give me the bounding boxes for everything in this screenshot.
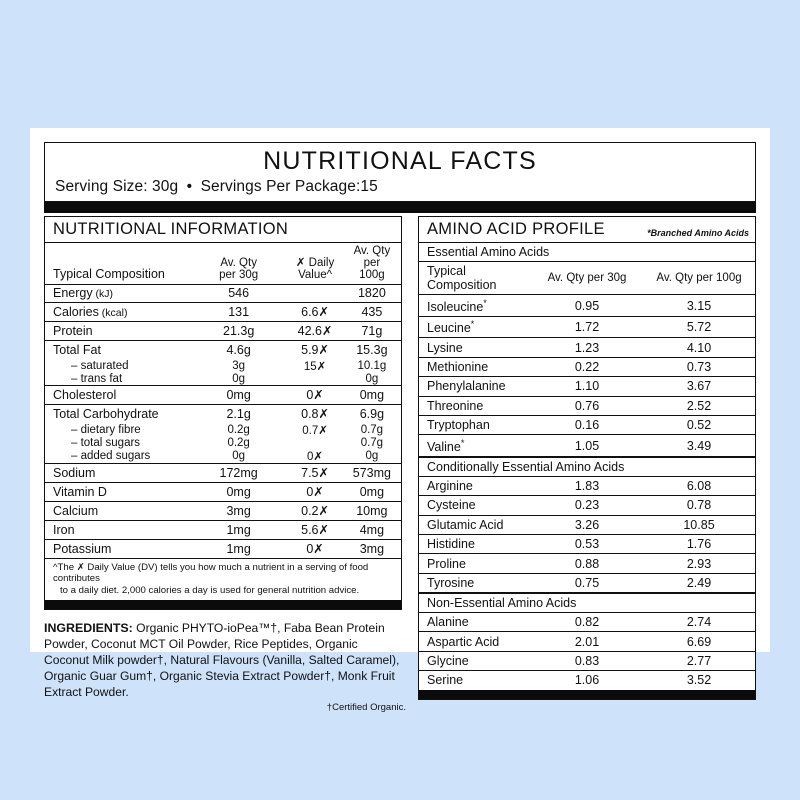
nutrient-daily-value [277, 373, 352, 386]
nutrient-name: Calcium [45, 501, 200, 520]
table-row [419, 415, 755, 434]
amino-qty-per-100g: 0.78 [643, 496, 755, 515]
nutrient-qty-per-30g: 21.3g [200, 321, 277, 340]
col-header-dv [277, 243, 352, 284]
col-header-qty100-line1: Av. Qty [353, 244, 391, 257]
amino-acid-name: Threonine [419, 396, 531, 415]
amino-qty-per-30g: 0.83 [531, 651, 643, 670]
amino-qty-per-100g: 2.49 [643, 573, 755, 593]
table-row [419, 613, 755, 632]
col-header-qty30-line2: per 30g [219, 269, 259, 282]
amino-acid-name: Serine [419, 671, 531, 690]
serving-size-label: Serving Size: [55, 178, 148, 195]
nutrition-panel [44, 216, 406, 715]
amino-qty-per-100g: 3.49 [643, 435, 755, 457]
nutrient-name: Sodium [45, 463, 200, 482]
amino-qty-per-100g: 6.69 [643, 632, 755, 651]
amino-qty-per-30g: 0.53 [531, 534, 643, 553]
nutrition-heading: NUTRITIONAL INFORMATION [45, 217, 401, 243]
nutrient-qty-per-30g: 0g [232, 372, 246, 385]
amino-qty-per-100g: 2.52 [643, 396, 755, 415]
footnote-line-2: to a daily diet. 2,000 calories a day is used for general nutrition advice. [60, 584, 360, 596]
amino-qty-per-30g: 0.16 [531, 415, 643, 434]
table-row [45, 340, 401, 359]
amino-qty-per-30g: 0.75 [531, 573, 643, 593]
nutrient-qty-per-100g: 6.9g [353, 404, 401, 423]
nutrient-qty-per-30g: 0.2g [227, 436, 250, 449]
amino-acid-name: Lysine [419, 338, 531, 357]
table-row [419, 632, 755, 651]
amino-acid-name: Leucine* [419, 316, 531, 338]
table-row [419, 651, 755, 670]
amino-qty-per-100g: 3.67 [643, 377, 755, 396]
ingredients-block [44, 620, 406, 714]
nutrition-panel-box [44, 216, 402, 610]
nutrient-qty-per-30g: 0g [232, 449, 246, 462]
table-row [419, 396, 755, 415]
table-row [45, 302, 401, 321]
page-title: NUTRITIONAL FACTS [263, 147, 537, 175]
col-header-amino-qty100: Av. Qty per 100g [643, 262, 755, 295]
nutrient-name: Calories (kcal) [45, 302, 200, 321]
nutrition-table [45, 243, 401, 558]
amino-qty-per-30g: 0.95 [531, 295, 643, 317]
amino-acid-name: Alanine [419, 613, 531, 632]
label-header [44, 142, 756, 202]
amino-group-label: Essential Amino Acids [427, 245, 550, 259]
amino-table-header-row [419, 262, 755, 295]
nutrient-name: – added sugars [71, 449, 151, 462]
nutrition-label-card [30, 128, 770, 713]
nutrient-daily-value: 0✗ [277, 482, 352, 501]
amino-qty-per-100g: 10.85 [643, 515, 755, 534]
table-row [45, 449, 401, 464]
amino-acid-name: Valine* [419, 435, 531, 457]
panels-row [44, 216, 756, 715]
amino-qty-per-100g: 0.73 [643, 357, 755, 376]
table-row [419, 377, 755, 396]
col-header-amino-qty30: Av. Qty per 30g [531, 262, 643, 295]
amino-acid-name: Histidine [419, 534, 531, 553]
amino-qty-per-100g: 1.76 [643, 534, 755, 553]
col-header-name: Typical Composition [53, 267, 165, 282]
nutrient-qty-per-30g: 172mg [200, 463, 277, 482]
table-row [45, 385, 401, 404]
amino-qty-per-100g: 0.52 [643, 415, 755, 434]
nutrient-qty-per-30g: 0mg [200, 482, 277, 501]
label-content [44, 142, 756, 713]
table-header-row [45, 243, 401, 284]
table-row [419, 338, 755, 357]
amino-acid-name: Tyrosine [419, 573, 531, 593]
nutrient-qty-per-100g: 71g [353, 321, 401, 340]
amino-qty-per-30g: 0.22 [531, 357, 643, 376]
nutrient-qty-per-100g: 435 [353, 302, 401, 321]
amino-qty-per-100g: 4.10 [643, 338, 755, 357]
nutrient-name: Energy (kJ) [45, 284, 200, 302]
col-header-qty30 [200, 243, 277, 284]
nutrient-daily-value: 42.6✗ [277, 321, 352, 340]
col-header-dv-line1: ✗ Daily [295, 256, 335, 269]
ingredients-label: INGREDIENTS: [44, 621, 133, 636]
bcaa-footnote: *Branched Amino Acids [647, 228, 749, 238]
nutrient-daily-value: 0✗ [277, 539, 352, 558]
amino-group-header-row [419, 593, 755, 613]
amino-heading: AMINO ACID PROFILE [427, 220, 605, 238]
panel-spacer [402, 216, 418, 715]
table-row [419, 316, 755, 338]
amino-acid-name: Aspartic Acid [419, 632, 531, 651]
bcaa-star-icon: * [483, 297, 487, 308]
amino-qty-per-100g: 6.08 [643, 476, 755, 495]
amino-heading-row [419, 217, 755, 243]
table-row [419, 435, 755, 457]
amino-acid-name: Tryptophan [419, 415, 531, 434]
nutrient-qty-per-100g: 0.7g [360, 436, 384, 449]
amino-acid-name: Glycine [419, 651, 531, 670]
ingredients-text: Organic PHYTO-ioPea™†, Faba Bean Protein Powder, Coconut MCT Oil Powder, Rice Peptides, Organic Coconut Milk powder†, Natural Flavours (Vanilla, Salted Caramel), Organic Guar Gum†, Organic Stevia Extract Powder†, Monk Fruit Extract Powder. [44, 621, 400, 700]
nutrient-name: Cholesterol [45, 385, 200, 404]
nutrient-name: Potassium [45, 539, 200, 558]
amino-acid-name: Methionine [419, 357, 531, 376]
amino-group-label: Non-Essential Amino Acids [419, 593, 755, 613]
amino-qty-per-30g: 0.23 [531, 496, 643, 515]
table-row [419, 476, 755, 495]
amino-qty-per-100g: 2.77 [643, 651, 755, 670]
nutrient-name: Total Carbohydrate [45, 404, 200, 423]
amino-acid-name: Isoleucine* [419, 295, 531, 317]
nutrient-qty-per-100g: 3mg [353, 539, 401, 558]
amino-acid-panel [418, 216, 756, 715]
table-row [419, 295, 755, 317]
nutrient-daily-value: 0.8✗ [277, 404, 352, 423]
amino-qty-per-30g: 0.82 [531, 613, 643, 632]
amino-qty-per-30g: 1.05 [531, 435, 643, 457]
table-row [419, 496, 755, 515]
nutrient-qty-per-100g: 573mg [353, 463, 401, 482]
table-row [45, 373, 401, 386]
amino-qty-per-100g: 2.74 [643, 613, 755, 632]
amino-qty-per-100g: 3.15 [643, 295, 755, 317]
certified-organic-note: †Certified Organic. [326, 701, 406, 713]
nutrient-name: Total Fat [45, 340, 200, 359]
nutrient-daily-value: 5.9✗ [277, 340, 352, 359]
nutrient-qty-per-30g: 0mg [200, 385, 277, 404]
amino-panel-bottom-bar [419, 690, 755, 699]
nutrient-name: – dietary fibre [71, 423, 141, 436]
amino-acid-name: Phenylalanine [419, 377, 531, 396]
nutrient-daily-value [277, 437, 352, 449]
nutrient-qty-per-100g: 0mg [353, 385, 401, 404]
amino-qty-per-30g: 1.06 [531, 671, 643, 690]
table-row [45, 539, 401, 558]
table-row [419, 671, 755, 690]
nutrient-qty-per-30g: 0.2g [227, 423, 250, 436]
table-row [419, 515, 755, 534]
amino-qty-per-30g: 3.26 [531, 515, 643, 534]
serving-info [55, 178, 745, 196]
table-row [419, 554, 755, 573]
nutrient-qty-per-100g: 10.1g [357, 359, 387, 372]
amino-qty-per-30g: 1.10 [531, 377, 643, 396]
nutrient-qty-per-30g: 4.6g [200, 340, 277, 359]
amino-acid-table [419, 243, 755, 690]
amino-group-header-row [419, 243, 755, 262]
table-row [45, 463, 401, 482]
nutrient-qty-per-30g: 2.1g [200, 404, 277, 423]
col-header-amino-name: Typical Composition [419, 262, 531, 295]
servings-per-package-label: Servings Per Package: [200, 178, 361, 195]
nutrient-qty-per-30g: 1mg [200, 520, 277, 539]
amino-group-header-row [419, 457, 755, 477]
nutrient-daily-value: 7.5✗ [277, 463, 352, 482]
nutrient-daily-value: 0✗ [307, 450, 324, 463]
col-header-qty100 [353, 243, 401, 284]
amino-qty-per-100g: 3.52 [643, 671, 755, 690]
amino-acid-name: Glutamic Acid [419, 515, 531, 534]
daily-value-footnote [45, 558, 401, 601]
amino-qty-per-100g: 2.93 [643, 554, 755, 573]
nutrient-name: – total sugars [71, 436, 141, 449]
nutrient-qty-per-30g: 1mg [200, 539, 277, 558]
nutrition-panel-bottom-bar [45, 600, 401, 609]
nutrient-qty-per-30g: 131 [200, 302, 277, 321]
nutrient-daily-value: 6.6✗ [277, 302, 352, 321]
nutrient-qty-per-100g: 0.7g [360, 423, 384, 436]
amino-acid-name: Arginine [419, 476, 531, 495]
amino-qty-per-30g: 1.23 [531, 338, 643, 357]
amino-qty-per-30g: 2.01 [531, 632, 643, 651]
bcaa-star-icon: * [470, 319, 475, 330]
bullet-separator: • [186, 178, 193, 195]
nutrient-daily-value: 0.7✗ [302, 424, 328, 437]
table-row [419, 357, 755, 376]
col-header-qty100-line2: per 100g [359, 256, 385, 282]
nutrient-qty-per-100g: 15.3g [353, 340, 401, 359]
nutrient-qty-per-30g: 3g [232, 359, 246, 372]
header-divider-bar [44, 202, 756, 213]
nutrient-qty-per-30g: 546 [200, 284, 277, 302]
nutrient-daily-value [277, 284, 352, 302]
table-row [45, 482, 401, 501]
table-row [45, 520, 401, 539]
amino-qty-per-100g: 5.72 [643, 316, 755, 338]
table-row [419, 573, 755, 593]
table-row [45, 321, 401, 340]
nutrient-name: Iron [45, 520, 200, 539]
nutrient-unit: (kJ) [92, 288, 114, 301]
nutrient-qty-per-100g: 0g [365, 372, 379, 385]
amino-acid-name: Proline [419, 554, 531, 573]
serving-size-value: 30g [152, 178, 179, 195]
amino-qty-per-30g: 1.72 [531, 316, 643, 338]
nutrient-name: – trans fat [71, 372, 123, 385]
nutrient-qty-per-100g: 1820 [353, 284, 401, 302]
amino-acid-name: Cysteine [419, 496, 531, 515]
table-row [419, 534, 755, 553]
table-row [45, 359, 401, 373]
col-header-dv-line2: Value^ [298, 269, 333, 282]
nutrient-daily-value: 0✗ [277, 385, 352, 404]
amino-panel-box [418, 216, 756, 700]
nutrient-qty-per-100g: 4mg [353, 520, 401, 539]
nutrient-qty-per-100g: 10mg [353, 501, 401, 520]
nutrient-name: Protein [45, 321, 200, 340]
table-row [45, 437, 401, 449]
table-row [45, 423, 401, 437]
nutrient-name: – saturated [71, 359, 129, 372]
nutrient-qty-per-30g: 3mg [200, 501, 277, 520]
nutrient-qty-per-100g: 0mg [353, 482, 401, 501]
nutrient-daily-value: 0.2✗ [277, 501, 352, 520]
nutrient-name: Vitamin D [45, 482, 200, 501]
nutrient-unit: (kcal) [98, 306, 128, 319]
nutrient-daily-value: 5.6✗ [277, 520, 352, 539]
nutrient-qty-per-100g: 0g [365, 449, 379, 462]
table-row [45, 404, 401, 423]
amino-qty-per-30g: 0.88 [531, 554, 643, 573]
bcaa-star-icon: * [460, 437, 465, 448]
amino-group-label: Conditionally Essential Amino Acids [419, 457, 755, 477]
nutrient-daily-value: 15✗ [303, 360, 327, 373]
amino-qty-per-30g: 1.83 [531, 476, 643, 495]
table-row [45, 284, 401, 302]
table-row [45, 501, 401, 520]
amino-qty-per-30g: 0.76 [531, 396, 643, 415]
col-header-qty30-line1: Av. Qty [220, 256, 257, 269]
footnote-line-1: ^The ✗ Daily Value (DV) tells you how much a nutrient in a serving of food contributes [53, 561, 369, 585]
servings-per-package-value: 15 [360, 178, 378, 195]
